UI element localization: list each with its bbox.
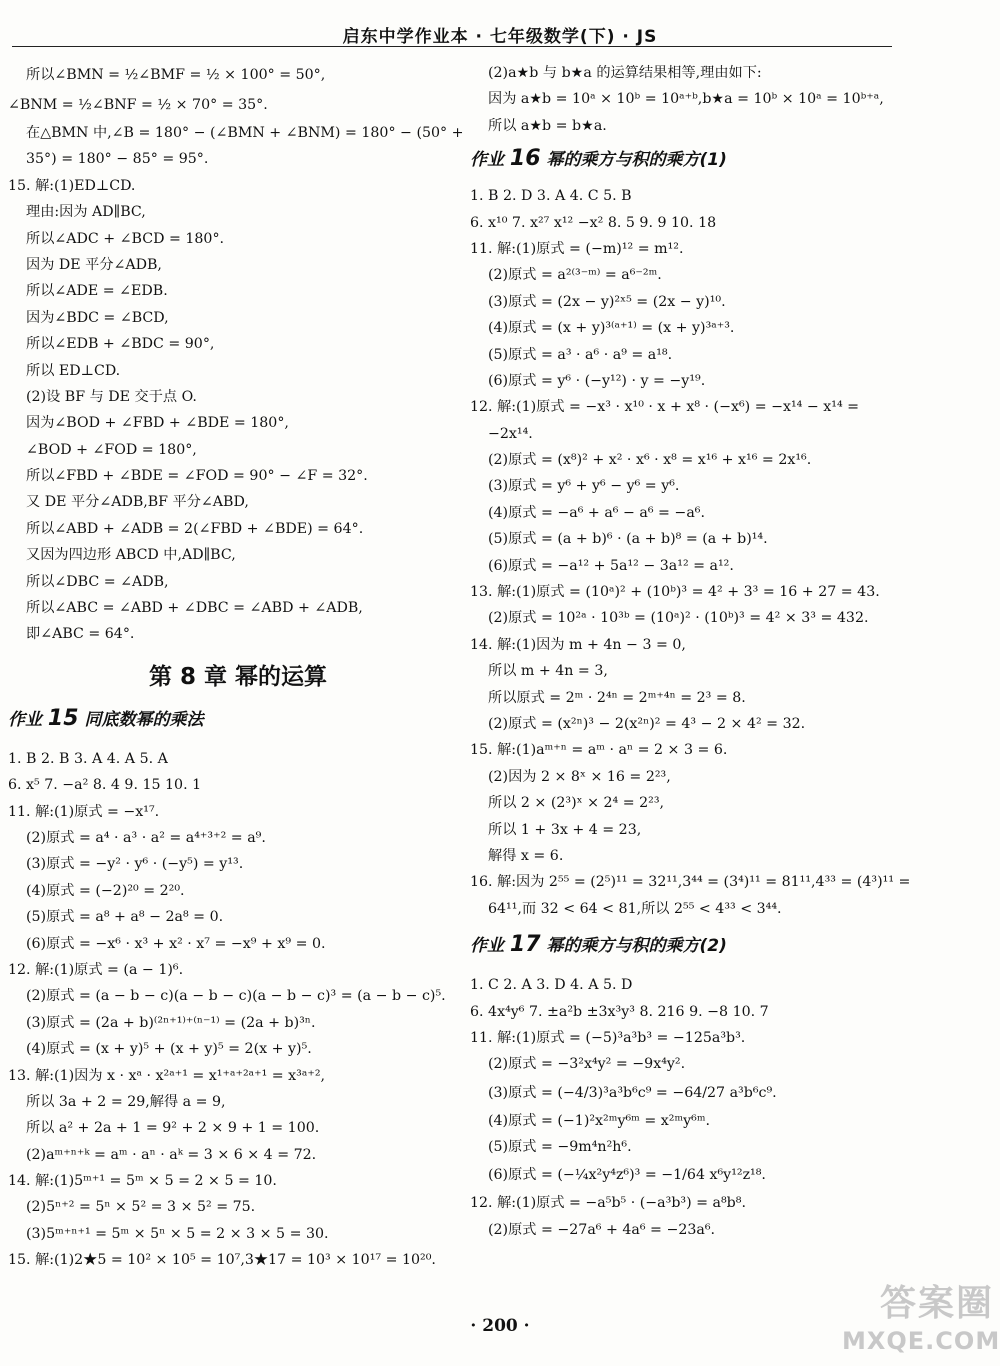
text-line: 35°) = 180° − 85° = 95°. — [26, 151, 209, 168]
watermark-logo: 答案圈 — [879, 1283, 994, 1324]
text-line: 13. 解:(1)因为 x · xᵃ · x²ᵃ⁺¹ = x¹⁺ᵃ⁺²ᵃ⁺¹ = x³ᵃ⁺², — [8, 1067, 326, 1084]
text-line: 又因为四边形 ABCD 中,AD∥BC, — [26, 547, 236, 564]
text-line: 所以∠FBD + ∠BDE = ∠FOD = 90° − ∠F = 32°. — [26, 468, 368, 485]
page-header: 启东中学作业本 · 七年级数学(下) · JS — [342, 27, 658, 47]
text-line: 64¹¹,而 32 < 64 < 81,所以 2⁵⁵ < 4³³ < 3⁴⁴. — [488, 900, 782, 917]
text-line: 因为∠BOD + ∠FBD + ∠BDE = 180°, — [26, 415, 289, 432]
text-line: (4)原式 = (−2)²⁰ = 2²⁰. — [26, 882, 185, 899]
text-line: 11. 解:(1)原式 = −x¹⁷. — [8, 803, 160, 820]
text-line: 所以 a² + 2a + 1 = 9² + 2 × 9 + 1 = 100. — [26, 1120, 320, 1137]
text-line: (2)设 BF 与 DE 交于点 O. — [26, 388, 197, 405]
text-line: (2)原式 = (x²ⁿ)³ − 2(x²ⁿ)² = 4³ − 2 × 4² = 32. — [488, 715, 806, 732]
homework-heading — [8, 696, 448, 746]
text-line: 因为∠BDC = ∠BCD, — [26, 309, 169, 326]
homework-heading — [470, 922, 910, 972]
homework-number: 16 — [509, 146, 541, 172]
text-line: 在△BMN 中,∠B = 180° − (∠BMN + ∠BNM) = 180° − (50° + — [26, 125, 464, 141]
homework-number: 17 — [509, 932, 541, 958]
text-line: 15. 解:(1)aᵐ⁺ⁿ = aᵐ · aⁿ = 2 × 3 = 6. — [470, 742, 728, 759]
text-line: 1. B 2. D 3. A 4. C 5. B — [470, 188, 632, 205]
text-line: (6)原式 = (−¼x²y⁴z⁶)³ = −1/64 x⁶y¹²z¹⁸. — [488, 1167, 766, 1184]
text-line: 所以∠ABD + ∠ADB = 2(∠FBD + ∠BDE) = 64°. — [26, 520, 364, 537]
text-line: 6. 4x⁴y⁶ 7. ±a²b ±3x³y³ 8. 216 9. −8 10. 7 — [470, 1003, 769, 1020]
text-line: (3)5ᵐ⁺ⁿ⁺¹ = 5ᵐ × 5ⁿ × 5 = 2 × 3 × 5 = 30. — [26, 1225, 329, 1242]
text-line: (5)原式 = a⁸ + a⁸ − 2a⁸ = 0. — [26, 909, 224, 926]
homework-heading — [470, 139, 910, 183]
text-line: 11. 解:(1)原式 = (−m)¹² = m¹². — [470, 240, 684, 257]
text-line: 12. 解:(1)原式 = (a − 1)⁶. — [8, 961, 184, 978]
text-line: 11. 解:(1)原式 = (−5)³a³b³ = −125a³b³. — [470, 1029, 746, 1046]
text-line: 理由:因为 AD∥BC, — [26, 204, 146, 221]
text-line: (6)原式 = −a¹² + 5a¹² − 3a¹² = a¹². — [488, 557, 734, 574]
text-line: (3)原式 = (2a + b)⁽²ⁿ⁺¹⁾⁺⁽ⁿ⁻¹⁾ = (2a + b)³ⁿ. — [26, 1014, 316, 1031]
text-line: 14. 解:(1)5ᵐ⁺¹ = 5ᵐ × 5 = 2 × 5 = 10. — [8, 1173, 277, 1190]
text-line: 1. C 2. A 3. D 4. A 5. D — [470, 977, 633, 994]
homework-prefix: 作业 — [470, 936, 510, 957]
header-rule — [12, 46, 892, 47]
text-line: (5)原式 = (a + b)⁶ · (a + b)⁸ = (a + b)¹⁴. — [488, 531, 768, 548]
text-line: 所以∠BMN = ½∠BMF = ½ × 100° = 50°, — [26, 67, 326, 83]
text-line: (6)原式 = y⁶ · (−y¹²) · y = −y¹⁹. — [488, 372, 706, 389]
watermark-url: MXQE.COM — [842, 1327, 1000, 1355]
homework-title: 幂的乘方与积的乘方(1) — [546, 150, 727, 171]
text-line: 因为 DE 平分∠ADB, — [26, 256, 162, 273]
text-line: (2)原式 = (a − b − c)(a − b − c)(a − b − c)³ = (a − b − c)⁵. — [26, 988, 446, 1005]
text-line: 所以∠DBC = ∠ADB, — [26, 573, 169, 590]
text-line: 1. B 2. B 3. A 4. A 5. A — [8, 750, 168, 767]
text-line: 12. 解:(1)原式 = −a⁵b⁵ · (−a³b³) = a⁸b⁸. — [470, 1195, 746, 1212]
text-line: ∠BOD + ∠FOD = 180°, — [26, 441, 197, 458]
text-line: 15. 解:(1)2★5 = 10² × 10⁵ = 10⁷,3★17 = 10³ × 10¹⁷ = 10²⁰. — [8, 1252, 436, 1269]
text-line: (3)原式 = (−4/3)³a³b⁶c⁹ = −64/27 a³b⁶c⁹. — [488, 1084, 777, 1101]
text-line: 所以∠ABC = ∠ABD + ∠DBC = ∠ABD + ∠ADB, — [26, 600, 363, 617]
text-line: 所以原式 = 2ᵐ · 2⁴ⁿ = 2ᵐ⁺⁴ⁿ = 2³ = 8. — [488, 689, 746, 706]
text-line: (3)原式 = −y² · y⁶ · (−y⁵) = y¹³. — [26, 856, 244, 873]
text-line: 所以∠EDB + ∠BDC = 90°, — [26, 336, 215, 353]
text-line: (2)原式 = −27a⁶ + 4a⁶ = −23a⁶. — [488, 1221, 716, 1238]
text-line: 6. x¹⁰ 7. x²⁷ x¹² −x² 8. 5 9. 9 10. 18 — [470, 214, 717, 231]
text-line: 因为 a★b = 10ᵃ × 10ᵇ = 10ᵃ⁺ᵇ,b★a = 10ᵇ × 10ᵃ = 10ᵇ⁺ᵃ, — [488, 91, 884, 108]
text-line: (2)5ⁿ⁺² = 5ⁿ × 5² = 3 × 5² = 75. — [26, 1199, 256, 1216]
text-line: 所以 2 × (2³)ˣ × 2⁴ = 2²³, — [488, 795, 665, 812]
text-line: 所以∠ADE = ∠EDB. — [26, 283, 168, 300]
text-line: 所以 a★b = b★a. — [488, 117, 607, 134]
text-line: (4)原式 = −a⁶ + a⁶ − a⁶ = −a⁶. — [488, 504, 705, 521]
chapter-title: 第 8 章 幂的运算 — [148, 663, 328, 690]
text-line: (2)原式 = a⁴ · a³ · a² = a⁴⁺³⁺² = a⁹. — [26, 829, 266, 846]
text-line: (2)原式 = (x⁸)² + x² · x⁶ · x⁸ = x¹⁶ + x¹⁶ = 2x¹⁶. — [488, 452, 812, 469]
text-line: 所以 3a + 2 = 29,解得 a = 9, — [26, 1093, 226, 1110]
text-line: (5)原式 = a³ · a⁶ · a⁹ = a¹⁸. — [488, 346, 673, 363]
text-line: 所以∠ADC + ∠BCD = 180°. — [26, 230, 225, 247]
text-line: (2)aᵐ⁺ⁿ⁺ᵏ = aᵐ · aⁿ · aᵏ = 3 × 6 × 4 = 72. — [26, 1146, 317, 1163]
text-line: (4)原式 = (x + y)³⁽ᵃ⁺¹⁾ = (x + y)³ᵃ⁺³. — [488, 320, 735, 337]
text-line: (2)原式 = a²⁽³⁻ᵐ⁾ = a⁶⁻²ᵐ. — [488, 267, 662, 284]
text-line: 14. 解:(1)因为 m + 4n − 3 = 0, — [470, 636, 686, 653]
text-line: 16. 解:因为 2⁵⁵ = (2⁵)¹¹ = 32¹¹,3⁴⁴ = (3⁴)¹¹ = 81¹¹,4³³ = (4³)¹¹ = — [470, 874, 911, 891]
text-line: (5)原式 = −9m⁴n²h⁶. — [488, 1139, 632, 1156]
text-line: (3)原式 = (2x − y)²ˣ⁵ = (2x − y)¹⁰. — [488, 293, 726, 310]
text-line: (4)原式 = (x + y)⁵ + (x + y)⁵ = 2(x + y)⁵. — [26, 1041, 312, 1058]
text-line: (2)因为 2 × 8ˣ × 16 = 2²³, — [488, 768, 671, 785]
text-line: (2)原式 = −3²x⁴y² = −9x⁴y². — [488, 1056, 686, 1073]
text-line: (6)原式 = −x⁶ · x³ + x² · x⁷ = −x⁹ + x⁹ = 0. — [26, 935, 326, 952]
text-line: 所以 m + 4n = 3, — [488, 663, 608, 680]
text-line: 12. 解:(1)原式 = −x³ · x¹⁰ · x + x⁸ · (−x⁶) = −x¹⁴ − x¹⁴ = — [470, 399, 860, 416]
right-column — [470, 60, 910, 1243]
text-line: 13. 解:(1)原式 = (10ᵃ)² + (10ᵇ)³ = 4² + 3³ = 16 + 27 = 43. — [470, 584, 880, 601]
text-line: 所以 ED⊥CD. — [26, 362, 121, 379]
text-line: 所以 1 + 3x + 4 = 23, — [488, 821, 642, 838]
text-line: ∠BNM = ½∠BNF = ½ × 70° = 35°. — [8, 97, 268, 113]
text-line: (3)原式 = y⁶ + y⁶ − y⁶ = y⁶. — [488, 478, 680, 495]
text-line: (4)原式 = (−1)²x²ᵐy⁶ᵐ = x²ᵐy⁶ᵐ. — [488, 1112, 711, 1129]
homework-prefix: 作业 — [470, 150, 510, 171]
text-line: 又 DE 平分∠ADB,BF 平分∠ABD, — [26, 494, 249, 511]
homework-number: 15 — [47, 705, 79, 731]
text-line: (2)a★b 与 b★a 的运算结果相等,理由如下: — [488, 65, 762, 81]
left-column — [8, 60, 464, 1274]
homework-title: 同底数幂的乘法 — [84, 709, 204, 730]
homework-title: 幂的乘方与积的乘方(2) — [546, 936, 727, 957]
text-line: 15. 解:(1)ED⊥CD. — [8, 177, 136, 194]
text-line: 即∠ABC = 64°. — [26, 626, 135, 643]
homework-prefix: 作业 — [8, 709, 48, 730]
text-line: −2x¹⁴. — [488, 425, 533, 442]
page-number: · 200 · — [470, 1316, 530, 1336]
text-line: 6. x⁵ 7. −a² 8. 4 9. 15 10. 1 — [8, 777, 202, 794]
watermark — [842, 1282, 1000, 1362]
text-line: (2)原式 = 10²ᵃ · 10³ᵇ = (10ᵃ)² · (10ᵇ)³ = 4² × 3³ = 432. — [488, 610, 869, 627]
text-line: 解得 x = 6. — [488, 847, 564, 864]
